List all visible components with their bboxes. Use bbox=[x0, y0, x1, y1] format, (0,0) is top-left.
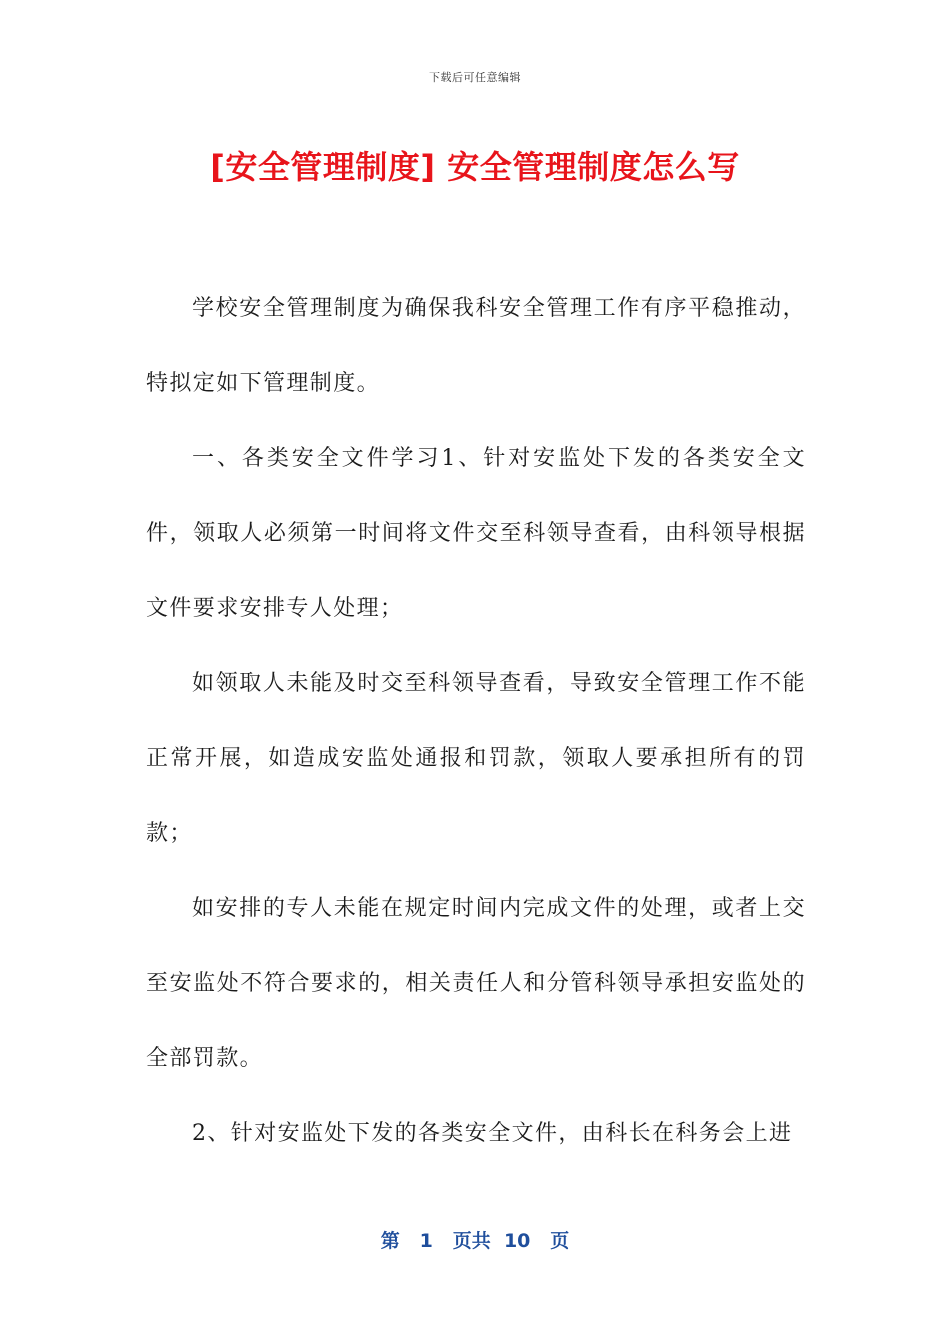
page-footer bbox=[0, 1226, 950, 1253]
paragraph: 一、各类安全文件学习1、针对安监处下发的各类安全文件，领取人必须第一时间将文件交至科领导查看，由科领导根据文件要求安排专人处理； bbox=[146, 446, 806, 621]
document-title: [安全管理制度] 安全管理制度怎么写 bbox=[210, 148, 740, 186]
footer-prefix: 第 bbox=[380, 1230, 400, 1252]
paragraph: 如领取人未能及时交至科领导查看，导致安全管理工作不能正常开展，如造成安监处通报和罚款，领取人要承担所有的罚款； bbox=[146, 671, 806, 846]
footer-total-pages: 10 bbox=[503, 1230, 531, 1252]
footer-middle: 页共 bbox=[452, 1230, 491, 1252]
paragraph: 2、针对安监处下发的各类安全文件，由科长在科务会上进 bbox=[192, 1121, 793, 1146]
header-note: 下载后可任意编辑 bbox=[429, 71, 521, 84]
paragraph: 如安排的专人未能在规定时间内完成文件的处理，或者上交至安监处不符合要求的，相关责任人和分管科领导承担安监处的全部罚款。 bbox=[146, 896, 806, 1071]
paragraph: 学校安全管理制度为确保我科安全管理工作有序平稳推动，特拟定如下管理制度。 bbox=[146, 296, 806, 396]
document-body bbox=[146, 271, 806, 1171]
footer-suffix: 页 bbox=[550, 1230, 570, 1252]
footer-page-number: 1 bbox=[419, 1230, 433, 1252]
